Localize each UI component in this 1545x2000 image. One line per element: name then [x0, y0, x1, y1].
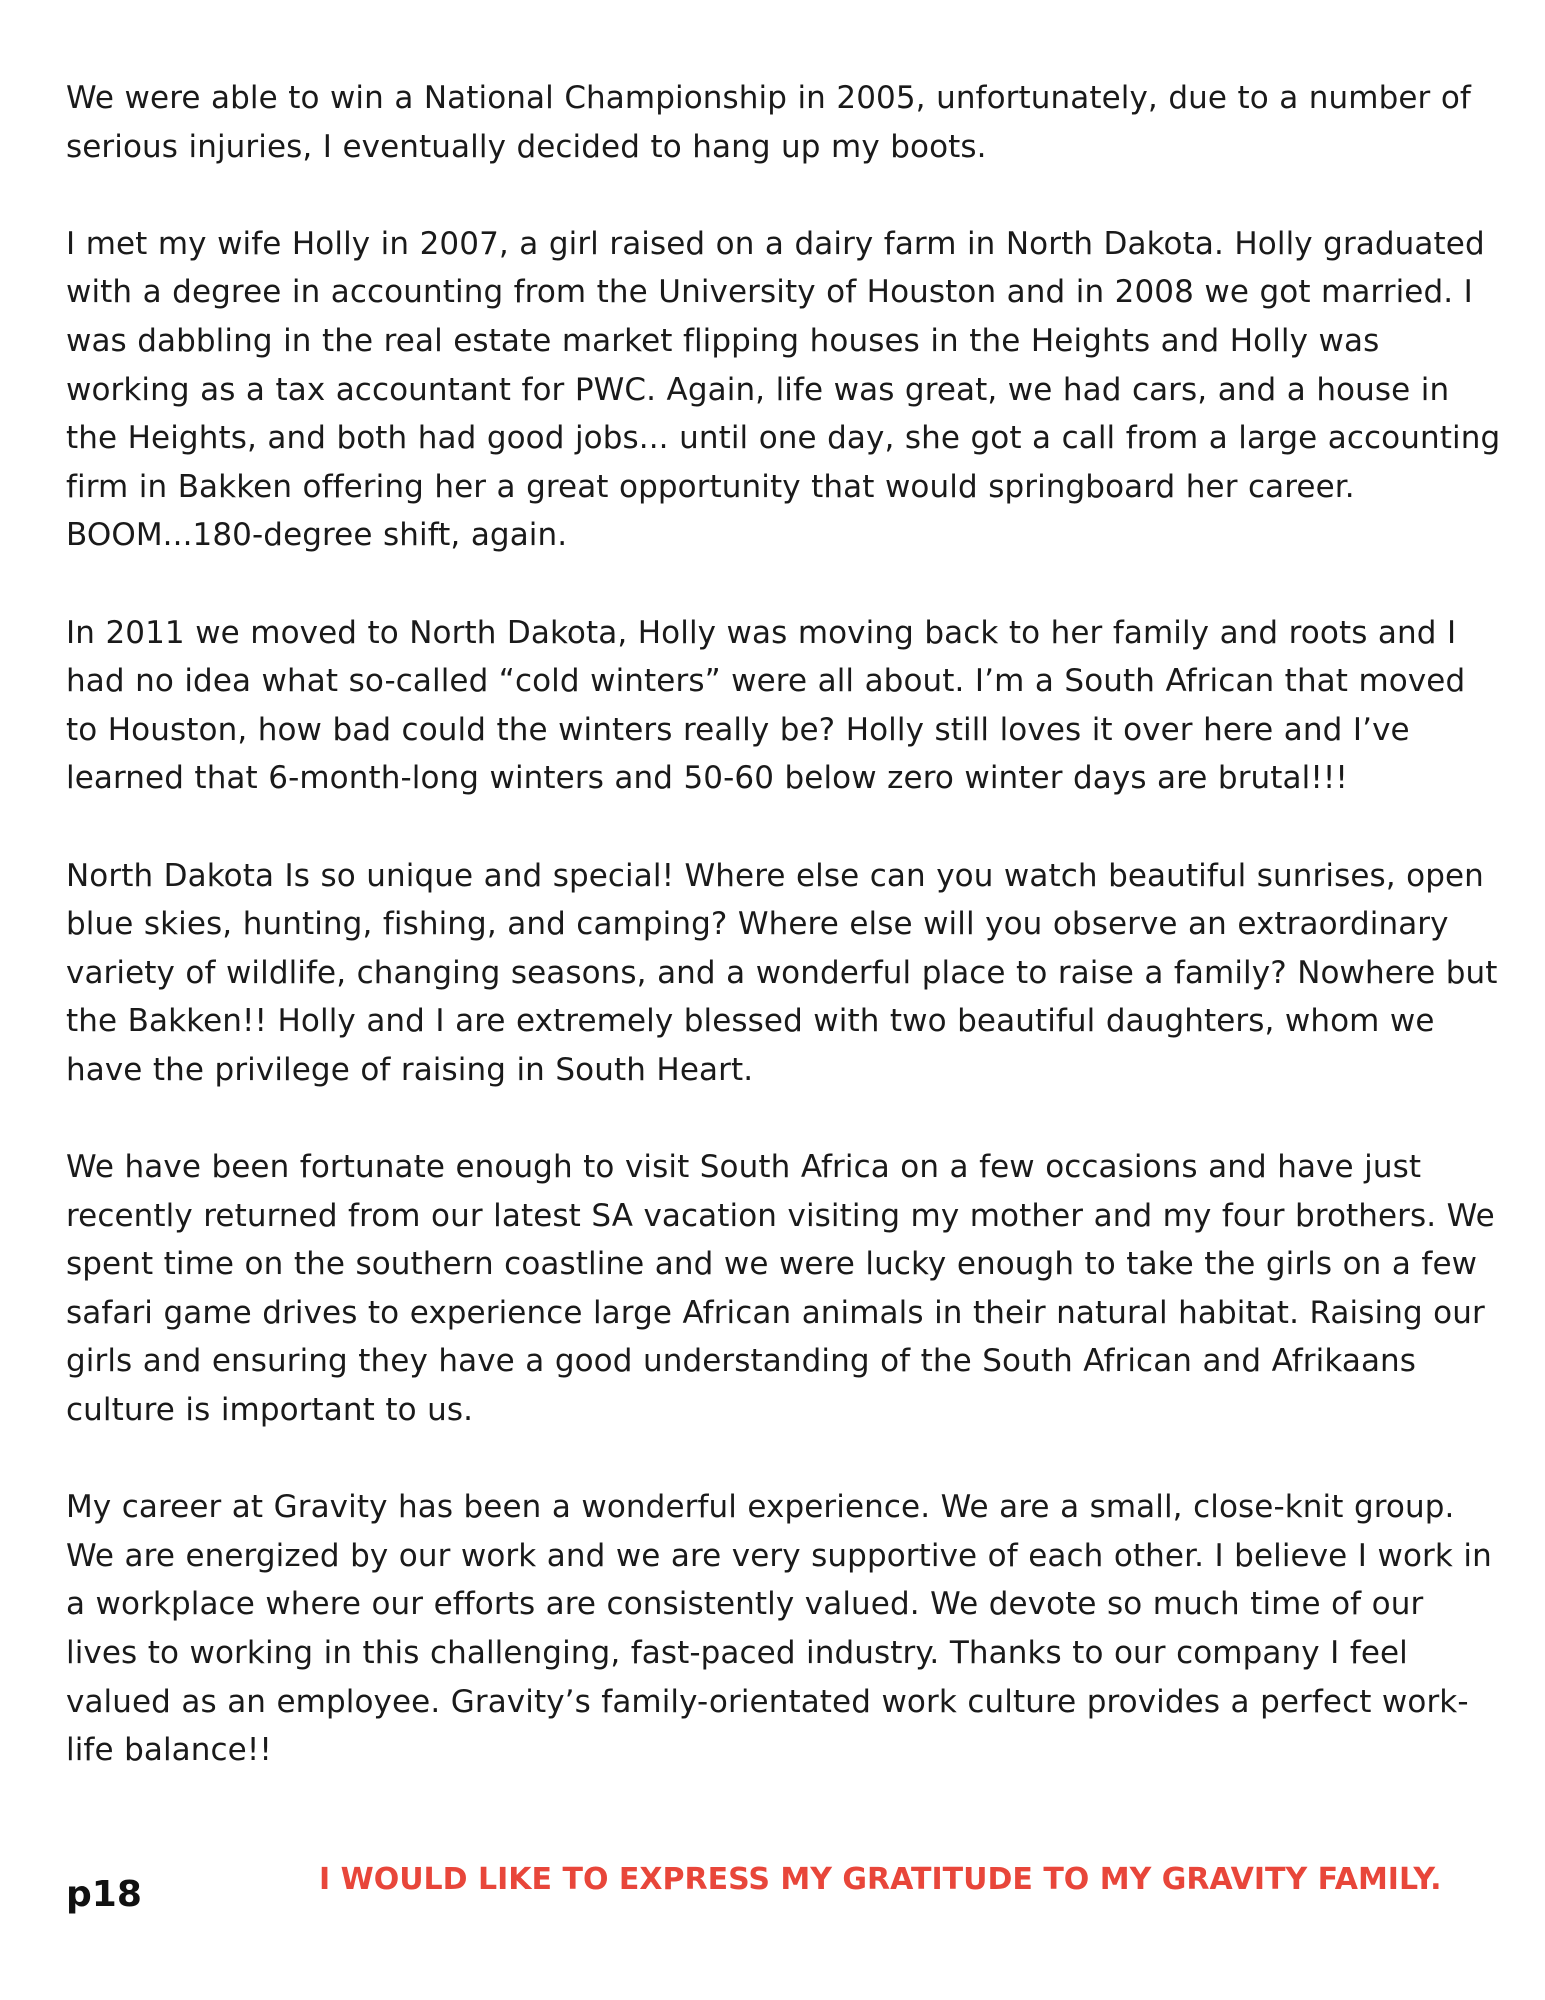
paragraph-gravity-career: My career at Gravity has been a wonderful experience. We are a small, close-knit group. We are energized by our work and we are very supportive of each other. I believe I work in a workplace where our efforts are consistently valued. We devote so much time of our lives to working in this challenging, fast-paced industry. Thanks to our company I feel valued as an employee. Gravity’s family-orientated work culture provides a perfect work-life balance!! — [66, 1489, 1492, 1769]
page-footer — [66, 1862, 1466, 1922]
paragraph-move-north-dakota: In 2011 we moved to North Dakota, Holly was moving back to her family and roots and I had no idea what so-called “cold winters” were all about. I’m a South African that moved to Houston, how bad could the winters really be? Holly still loves it over here and I’ve learned that 6-month-long winters and 50-60 below zero winter days are brutal!!! — [66, 614, 1466, 797]
article-body — [66, 74, 1502, 1823]
gratitude-callout: I WOULD LIKE TO EXPRESS MY GRATITUDE TO MY GRAVITY FAMILY. — [319, 1862, 1442, 1897]
paragraph-north-dakota-life: North Dakota Is so unique and special! Where else can you watch beautiful sunrises, open blue skies, hunting, fishing, and camping? Where else will you observe an extraordinary variety of wildlife, changing seasons, and a wonderful place to raise a family? Nowhere but the Bakken!! Holly and I are extremely blessed with two beautiful daughters, whom we have the privilege of raising in South Heart. — [66, 857, 1498, 1088]
page-number: p18 — [66, 1874, 142, 1915]
paragraph-meeting-holly: I met my wife Holly in 2007, a girl raised on a dairy farm in North Dakota. Holly graduated with a degree in accounting from the University of Houston and in 2008 we got married. I was dabbling in the real estate market flipping houses in the Heights and Holly was working as a tax accountant for PWC. Again, life was great, we had cars, and a house in the Heights, and both had good jobs... until one day, she got a call from a large accounting firm in Bakken offering her a great opportunity that would springboard her career. BOOM...180-degree shift, again. — [66, 225, 1501, 554]
paragraph-south-africa-visit: We have been fortunate enough to visit South Africa on a few occasions and have just recently returned from our latest SA vacation visiting my mother and my four brothers. We spent time on the southern coastline and we were lucky enough to take the girls on a few safari game drives to experience large African animals in their natural habitat. Raising our girls and ensuring they have a good understanding of the South African and Afrikaans culture is important to us. — [66, 1149, 1495, 1429]
paragraph-championship: We were able to win a National Championship in 2005, unfortunately, due to a number of serious injuries, I eventually decided to hang up my boots. — [66, 80, 1471, 165]
